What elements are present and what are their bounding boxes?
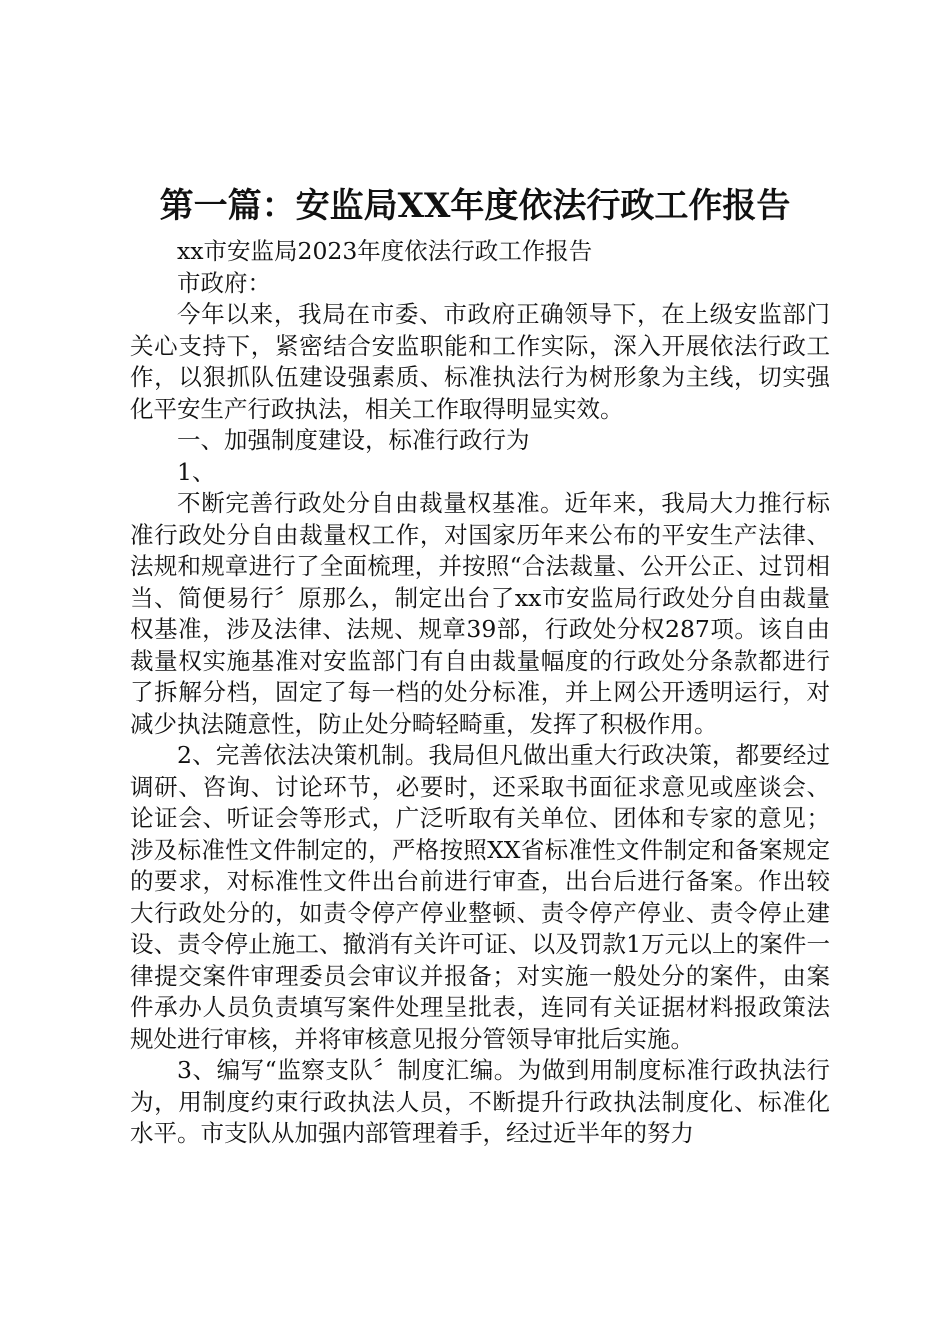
item-number: 1、 xyxy=(177,457,216,486)
body-paragraph: 2、完善依法决策机制。我局但凡做出重大行政决策，都要经过调研、咨询、讨论环节，必要时，还采取书面征求意见或座谈会、论证会、听证会等形式，广泛听取有关单位、团体和专家的意见；涉及标准性文件制定的，严格按照XX省标准性文件制定和备案规定的要求，对标准性文件出台前进行审查，出台后进行备案。作出较大行政处分的，如责令停产停业整顿、责令停产停业、责令停止建设、责令停止施工、撤消有关许可证、以及罚款1万元以上的案件一律提交案件审理委员会审议并报备；对实施一般处分的案件，由案件承办人员负责填写案件处理呈批表，连同有关证据材料报政策法规处进行审核，并将审核意见报分管领导审批后实施。 xyxy=(130,741,830,1053)
document-title: 第一篇：安监局XX年度依法行政工作报告 xyxy=(159,186,791,226)
report-heading-line: xx市安监局2023年度依法行政工作报告 xyxy=(177,237,593,265)
salutation: 市政府： xyxy=(177,268,271,297)
body-paragraph: 3、编写“监察支队〞制度汇编。为做到用制度标准行政执法行为，用制度约束行政执法人员，不断提升行政执法制度化、标准化水平。市支队从加强内部管理着手，经过近半年的努力 xyxy=(130,1056,830,1147)
document-body xyxy=(130,236,830,1150)
section-heading: 一、加强制度建设，标准行政行为 xyxy=(177,426,530,454)
body-paragraph: 不断完善行政处分自由裁量权基准。近年来，我局大力推行标准行政处分自由裁量权工作，对国家历年来公布的平安生产法律、法规和规章进行了全面梳理，并按照“合法裁量、公开公正、过罚相当、简便易行〞原那么，制定出台了xx市安监局行政处分自由裁量权基准，涉及法律、法规、规章39部，行政处分权287项。该自由裁量权实施基准对安监部门有自由裁量幅度的行政处分条款都进行了拆解分档，固定了每一档的处分标准，并上网公开透明运行，对减少执法随意性，防止处分畸轻畸重，发挥了积极作用。 xyxy=(130,489,830,738)
intro-paragraph: 今年以来，我局在市委、市政府正确领导下，在上级安监部门关心支持下，紧密结合安监职能和工作实际，深入开展依法行政工作，以狠抓队伍建设强素质、标准执法行为树形象为主线，切实强化平安生产行政执法，相关工作取得明显实效。 xyxy=(130,300,830,423)
